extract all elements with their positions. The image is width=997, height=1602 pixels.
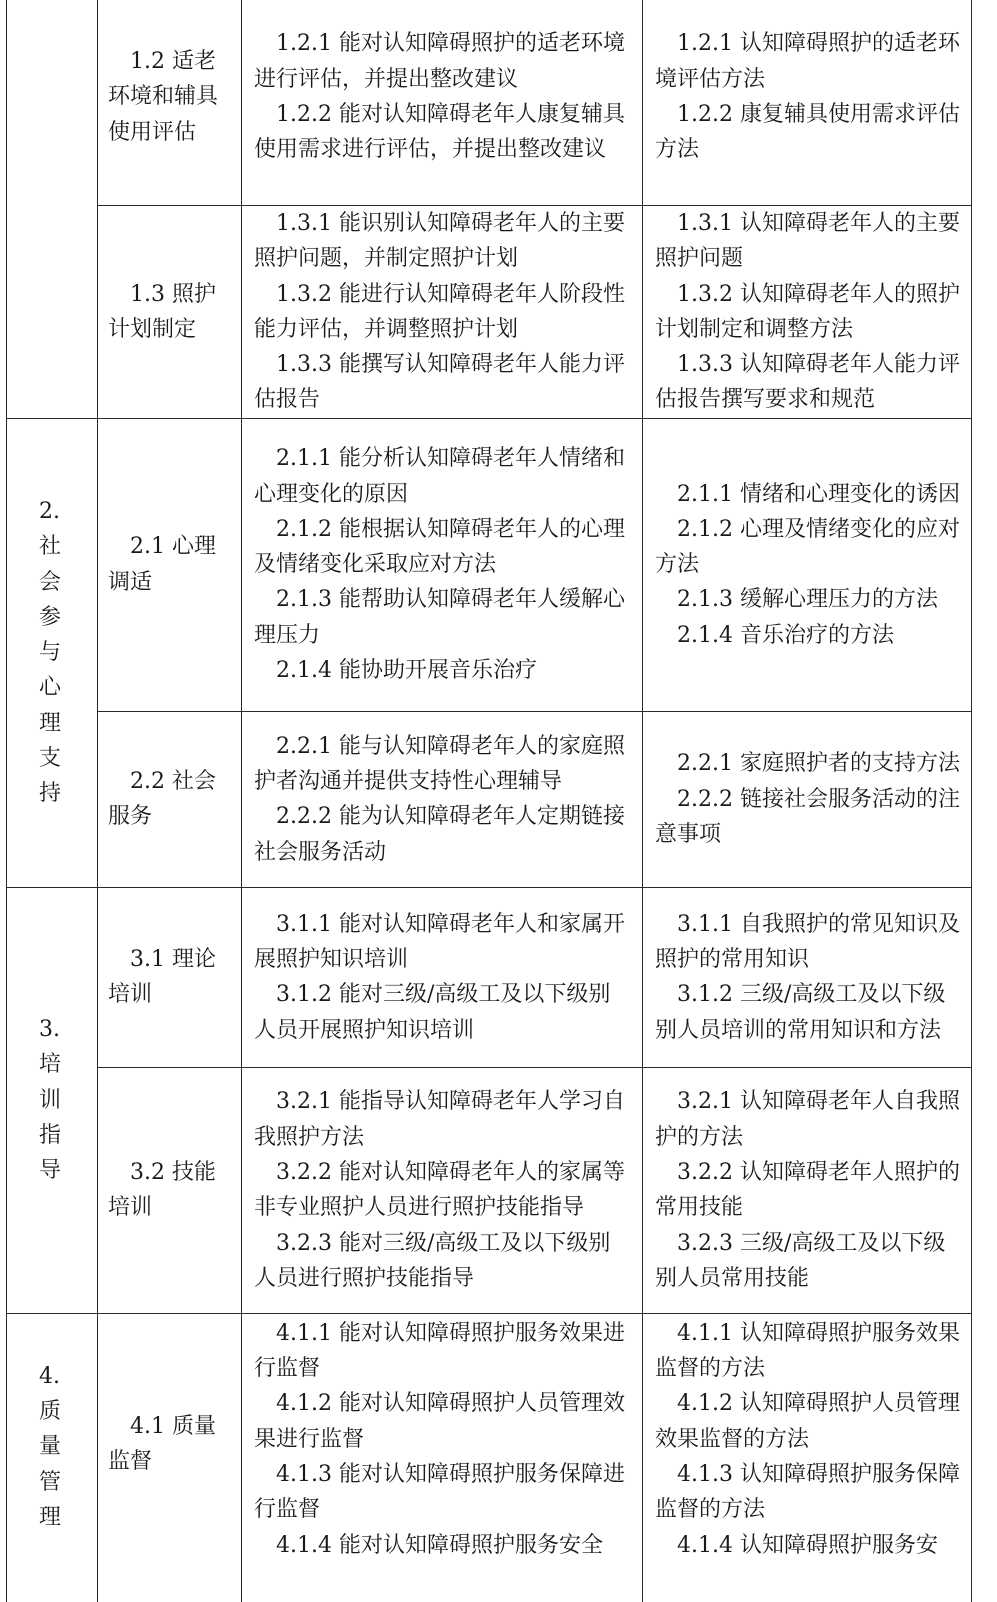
unit-cell: 1.3 照护计划制定 bbox=[98, 206, 242, 419]
skill-item: 4.1.2 能对认知障碍照护人员管理效果进行监督 bbox=[254, 1391, 625, 1452]
skills-cell bbox=[242, 887, 643, 1067]
skill-item: 4.1.4 能对认知障碍照护服务安全 bbox=[276, 1532, 603, 1558]
unit-cell: 2.2 社会服务 bbox=[98, 711, 242, 887]
skills-cell bbox=[242, 711, 643, 887]
knowledge-item: 2.1.2 心理及情绪变化的应对方法 bbox=[655, 516, 960, 578]
category-label: 4. 质量管理 bbox=[39, 1363, 62, 1530]
skill-item: 1.3.3 能撰写认知障碍老年人能力评估报告 bbox=[254, 352, 625, 413]
knowledge-item: 3.2.2 认知障碍老年人照护的常用技能 bbox=[655, 1159, 960, 1221]
knowledge-item: 4.1.1 认知障碍照护服务效果监督的方法 bbox=[655, 1320, 960, 1382]
knowledge-cell bbox=[643, 711, 972, 887]
unit-cell: 3.2 技能培训 bbox=[98, 1067, 242, 1313]
knowledge-item: 2.2.2 链接社会服务活动的注意事项 bbox=[655, 786, 960, 847]
knowledge-cell bbox=[643, 887, 972, 1067]
knowledge-item: 4.1.3 认知障碍照护服务保障监督的方法 bbox=[655, 1461, 960, 1523]
knowledge-item: 1.2.1 认知障碍照护的适老环境评估方法 bbox=[655, 31, 960, 92]
unit-cell: 2.1 心理调适 bbox=[98, 418, 242, 711]
table-row bbox=[7, 887, 972, 1067]
skills-cell bbox=[242, 418, 643, 711]
knowledge-item: 1.3.2 认知障碍老年人的照护计划制定和调整方法 bbox=[655, 281, 960, 342]
skills-cell bbox=[242, 0, 643, 206]
table-row bbox=[7, 1313, 972, 1602]
skills-cell bbox=[242, 206, 643, 419]
knowledge-item: 1.3.3 认知障碍老年人能力评估报告撰写要求和规范 bbox=[655, 352, 960, 413]
skill-item: 3.2.3 能对三级/高级工及以下级别人员进行照护技能指导 bbox=[254, 1230, 611, 1291]
category-cell bbox=[7, 0, 98, 418]
knowledge-cell bbox=[643, 206, 972, 419]
skill-item: 4.1.3 能对认知障碍照护服务保障进行监督 bbox=[254, 1461, 625, 1523]
unit-cell: 1.2 适老环境和辅具使用评估 bbox=[98, 0, 242, 206]
knowledge-item: 3.1.2 三级/高级工及以下级别人员培训的常用知识和方法 bbox=[655, 982, 946, 1043]
knowledge-item: 3.1.1 自我照护的常见知识及照护的常用知识 bbox=[655, 911, 960, 972]
category-label: 3. 培训指导 bbox=[39, 1017, 62, 1184]
knowledge-item: 3.2.1 认知障碍老年人自我照护的方法 bbox=[655, 1089, 960, 1150]
skill-item: 2.1.2 能根据认知障碍老年人的心理及情绪变化采取应对方法 bbox=[254, 516, 625, 578]
category-label: 2. 社会参与心理支持 bbox=[39, 498, 62, 807]
unit-cell: 4.1 质量监督 bbox=[98, 1313, 242, 1602]
skill-item: 3.1.2 能对三级/高级工及以下级别人员开展照护知识培训 bbox=[254, 982, 611, 1043]
table-row bbox=[7, 711, 972, 887]
knowledge-item: 2.1.3 缓解心理压力的方法 bbox=[677, 587, 938, 613]
knowledge-item: 2.1.1 情绪和心理变化的诱因 bbox=[677, 481, 960, 507]
knowledge-item: 4.1.2 认知障碍照护人员管理效果监督的方法 bbox=[655, 1391, 960, 1452]
skill-item: 2.2.1 能与认知障碍老年人的家庭照护者沟通并提供支持性心理辅导 bbox=[254, 733, 625, 794]
category-cell bbox=[7, 418, 98, 887]
unit-cell: 3.1 理论培训 bbox=[98, 887, 242, 1067]
table-row bbox=[7, 418, 972, 711]
table-row bbox=[7, 1067, 972, 1313]
knowledge-item: 2.2.1 家庭照护者的支持方法 bbox=[677, 751, 960, 777]
skill-item: 4.1.1 能对认知障碍照护服务效果进行监督 bbox=[254, 1320, 625, 1382]
skills-table bbox=[6, 0, 972, 1602]
knowledge-item: 1.2.2 康复辅具使用需求评估方法 bbox=[655, 102, 960, 163]
knowledge-cell bbox=[643, 0, 972, 206]
skills-cell bbox=[242, 1313, 643, 1602]
category-cell bbox=[7, 1313, 98, 1602]
skill-item: 3.2.2 能对认知障碍老年人的家属等非专业照护人员进行照护技能指导 bbox=[254, 1159, 625, 1221]
skill-item: 1.3.2 能进行认知障碍老年人阶段性能力评估，并调整照护计划 bbox=[254, 281, 625, 342]
knowledge-item: 3.2.3 三级/高级工及以下级别人员常用技能 bbox=[655, 1230, 946, 1291]
skill-item: 1.3.1 能识别认知障碍老年人的主要照护问题，并制定照护计划 bbox=[254, 211, 625, 272]
skill-item: 1.2.1 能对认知障碍照护的适老环境进行评估，并提出整改建议 bbox=[254, 31, 625, 92]
skill-item: 3.2.1 能指导认知障碍老年人学习自我照护方法 bbox=[254, 1089, 625, 1150]
skills-cell bbox=[242, 1067, 643, 1313]
table-row bbox=[7, 206, 972, 419]
skill-item: 2.1.1 能分析认知障碍老年人情绪和心理变化的原因 bbox=[254, 446, 625, 507]
knowledge-item: 1.3.1 认知障碍老年人的主要照护问题 bbox=[655, 211, 960, 272]
category-cell bbox=[7, 887, 98, 1313]
table-row bbox=[7, 0, 972, 206]
skill-item: 2.2.2 能为认知障碍老年人定期链接社会服务活动 bbox=[254, 804, 625, 865]
skill-item: 3.1.1 能对认知障碍老年人和家属开展照护知识培训 bbox=[254, 911, 625, 972]
knowledge-item: 2.1.4 音乐治疗的方法 bbox=[677, 622, 894, 648]
knowledge-item: 4.1.4 认知障碍照护服务安 bbox=[677, 1532, 938, 1558]
skill-item: 2.1.4 能协助开展音乐治疗 bbox=[276, 658, 537, 684]
knowledge-cell bbox=[643, 418, 972, 711]
skill-item: 1.2.2 能对认知障碍老年人康复辅具使用需求进行评估，并提出整改建议 bbox=[254, 102, 625, 163]
document-page bbox=[6, 0, 973, 1602]
skill-item: 2.1.3 能帮助认知障碍老年人缓解心理压力 bbox=[254, 587, 625, 648]
knowledge-cell bbox=[643, 1067, 972, 1313]
knowledge-cell bbox=[643, 1313, 972, 1602]
